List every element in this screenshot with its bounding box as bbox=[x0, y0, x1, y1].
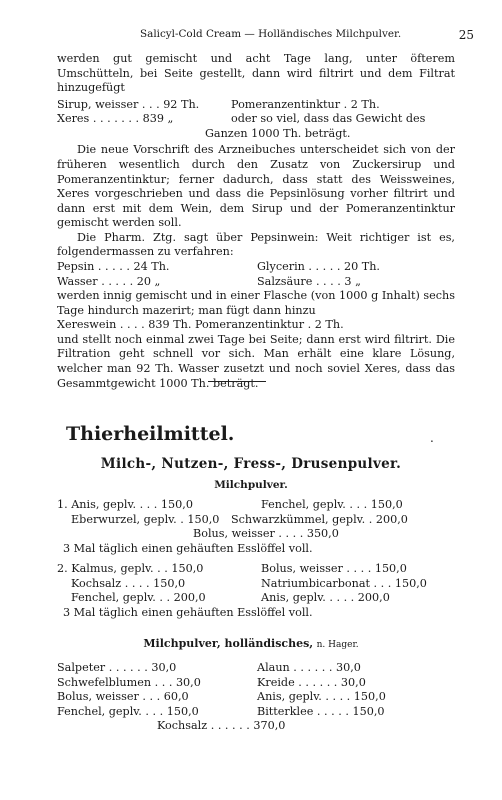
recipe-left: Fenchel, geplv. . . . 150,0 bbox=[57, 704, 199, 718]
recipe-right: Bolus, weisser . . . . 150,0 bbox=[261, 562, 407, 575]
running-header bbox=[58, 28, 474, 44]
ingredient-right: oder so viel, dass das Gewicht des bbox=[231, 112, 426, 126]
dosage-note: 3 Mal täglich einen gehäuften Esslöffel voll. bbox=[63, 541, 313, 555]
recipe-row bbox=[57, 498, 455, 513]
paragraph: Die Pharm. Ztg. sagt über Pepsinwein: Weit richtiger ist es, folgendermassen zu verfahren: bbox=[57, 230, 455, 259]
ingredient-row bbox=[57, 275, 455, 290]
ingredient-left: Sirup, weisser . . . 92 Th. bbox=[57, 97, 200, 111]
recipe-row bbox=[57, 676, 455, 691]
recipe-row bbox=[57, 562, 455, 577]
recipe-left: 1. Anis, geplv. . . . 150,0 bbox=[57, 498, 193, 511]
recipe-left: Bolus, weisser . . . 60,0 bbox=[57, 690, 189, 704]
recipe-right: Schwarzkümmel, geplv. . 200,0 bbox=[231, 512, 408, 526]
recipe-right: Kreide . . . . . . 30,0 bbox=[257, 675, 366, 689]
recipe-left: Eberwurzel, geplv. . 150,0 bbox=[71, 512, 220, 526]
ingredient-left: Pepsin . . . . . 24 Th. bbox=[57, 259, 170, 273]
paragraph: Die neue Vorschrift des Arzneibuches unterscheidet sich von der früheren wesentlich durch den Zusatz von Zuckersirup und Pomeranzentinktur; ferner dadurch, dass statt des Weissweines, Xeres vorgeschrieben und dass die Pepsinlösung vorher filtrirt und dann erst mit dem Wein, dem Sirup und der Pomeranzentinktur gemischt werden soll. bbox=[57, 143, 455, 230]
recipe-center: Bolus, weisser . . . . 350,0 bbox=[193, 527, 339, 541]
header-title: Salicyl-Cold Cream — Holländisches Milchpulver. bbox=[140, 28, 402, 40]
ingredient-left: Wasser . . . . . 20 „ bbox=[57, 274, 161, 288]
paragraph: werden innig gemischt und in einer Flasche (von 1000 g Inhalt) sechs Tage hindurch mazerirt; man fügt dann hinzu bbox=[57, 289, 455, 317]
recipe-center: Kochsalz . . . . . . 370,0 bbox=[157, 719, 286, 733]
dosage-note: 3 Mal täglich einen gehäuften Esslöffel voll. bbox=[63, 605, 313, 619]
recipe-right: Bitterklee . . . . . 150,0 bbox=[257, 704, 385, 718]
recipe-left: Kochsalz . . . . 150,0 bbox=[71, 576, 186, 590]
ingredient-right: Pomeranzentinktur . 2 Th. bbox=[231, 97, 380, 111]
recipe-right: Fenchel, geplv. . . . 150,0 bbox=[261, 498, 403, 511]
recipe-row bbox=[57, 690, 455, 705]
ingredient-row bbox=[57, 318, 455, 333]
recipe-left: Fenchel, geplv. . . 200,0 bbox=[71, 591, 206, 605]
recipe-left: 2. Kalmus, geplv. . . 150,0 bbox=[57, 562, 204, 575]
recipe-row bbox=[57, 513, 455, 528]
pepsin-wine-block bbox=[57, 52, 455, 391]
recipe-2 bbox=[57, 562, 455, 620]
recipe-right: Natriumbicarbonat . . . 150,0 bbox=[261, 576, 427, 590]
recipe-left: Schwefelblumen . . . 30,0 bbox=[57, 675, 201, 689]
paragraph: und stellt noch einmal zwei Tage bei Seite; dann erst wird filtrirt. Die Filtration geht schnell vor sich. Man erhält eine klare Lösung, welcher man 92 Th. Wasser zusetzt und noch soviel Xeres, dass das Gesammtgewicht 1000 Th. beträgt. bbox=[57, 332, 455, 390]
recipe-row bbox=[57, 591, 455, 606]
ingredient-right: Glycerin . . . . . 20 Th. bbox=[257, 259, 380, 273]
ingredient-row bbox=[57, 127, 455, 142]
recipe-3 bbox=[57, 661, 455, 734]
recipe-row bbox=[57, 705, 455, 720]
section-title: Milchpulver, holländisches, bbox=[143, 637, 314, 650]
recipe-right: Alaun . . . . . . 30,0 bbox=[257, 661, 361, 674]
section-heading bbox=[0, 637, 502, 652]
recipe-row bbox=[57, 719, 455, 734]
chapter-subtitle: Milch-, Nutzen-, Fress-, Drusenpulver. bbox=[100, 456, 402, 472]
print-mark: . bbox=[430, 431, 434, 445]
section-heading: Milchpulver. bbox=[214, 479, 288, 491]
ingredient-row bbox=[57, 112, 455, 127]
ingredient-left: Xeres . . . . . . . 839 „ bbox=[57, 112, 174, 126]
section-divider bbox=[208, 381, 266, 382]
recipe-1 bbox=[57, 498, 455, 556]
chapter-title: Thierheilmittel. bbox=[66, 423, 235, 445]
recipe-note bbox=[57, 542, 455, 557]
ingredient-note: Ganzen 1000 Th. beträgt. bbox=[205, 126, 351, 140]
recipe-row bbox=[57, 661, 455, 676]
recipe-left: Salpeter . . . . . . 30,0 bbox=[57, 661, 177, 674]
paragraph: werden gut gemischt und acht Tage lang, unter öfterem Umschütteln, bei Seite gestellt, dann wird filtrirt und dem Filtrat hinzugefügt bbox=[57, 52, 455, 95]
recipe-right: Anis, geplv. . . . . 150,0 bbox=[257, 690, 386, 704]
ingredient-right: Salzsäure . . . . 3 „ bbox=[257, 274, 361, 288]
recipe-right: Anis, geplv. . . . . 200,0 bbox=[261, 591, 390, 605]
ingredient-row bbox=[57, 98, 455, 113]
page-number: 25 bbox=[458, 28, 474, 42]
recipe-row bbox=[57, 577, 455, 592]
recipe-row bbox=[57, 527, 455, 542]
recipe-note bbox=[57, 606, 455, 621]
ingredient-line: Xereswein . . . . 839 Th. Pomeranzentinktur . 2 Th. bbox=[57, 318, 344, 332]
section-source: n. Hager. bbox=[316, 640, 359, 650]
ingredient-row bbox=[57, 260, 455, 275]
